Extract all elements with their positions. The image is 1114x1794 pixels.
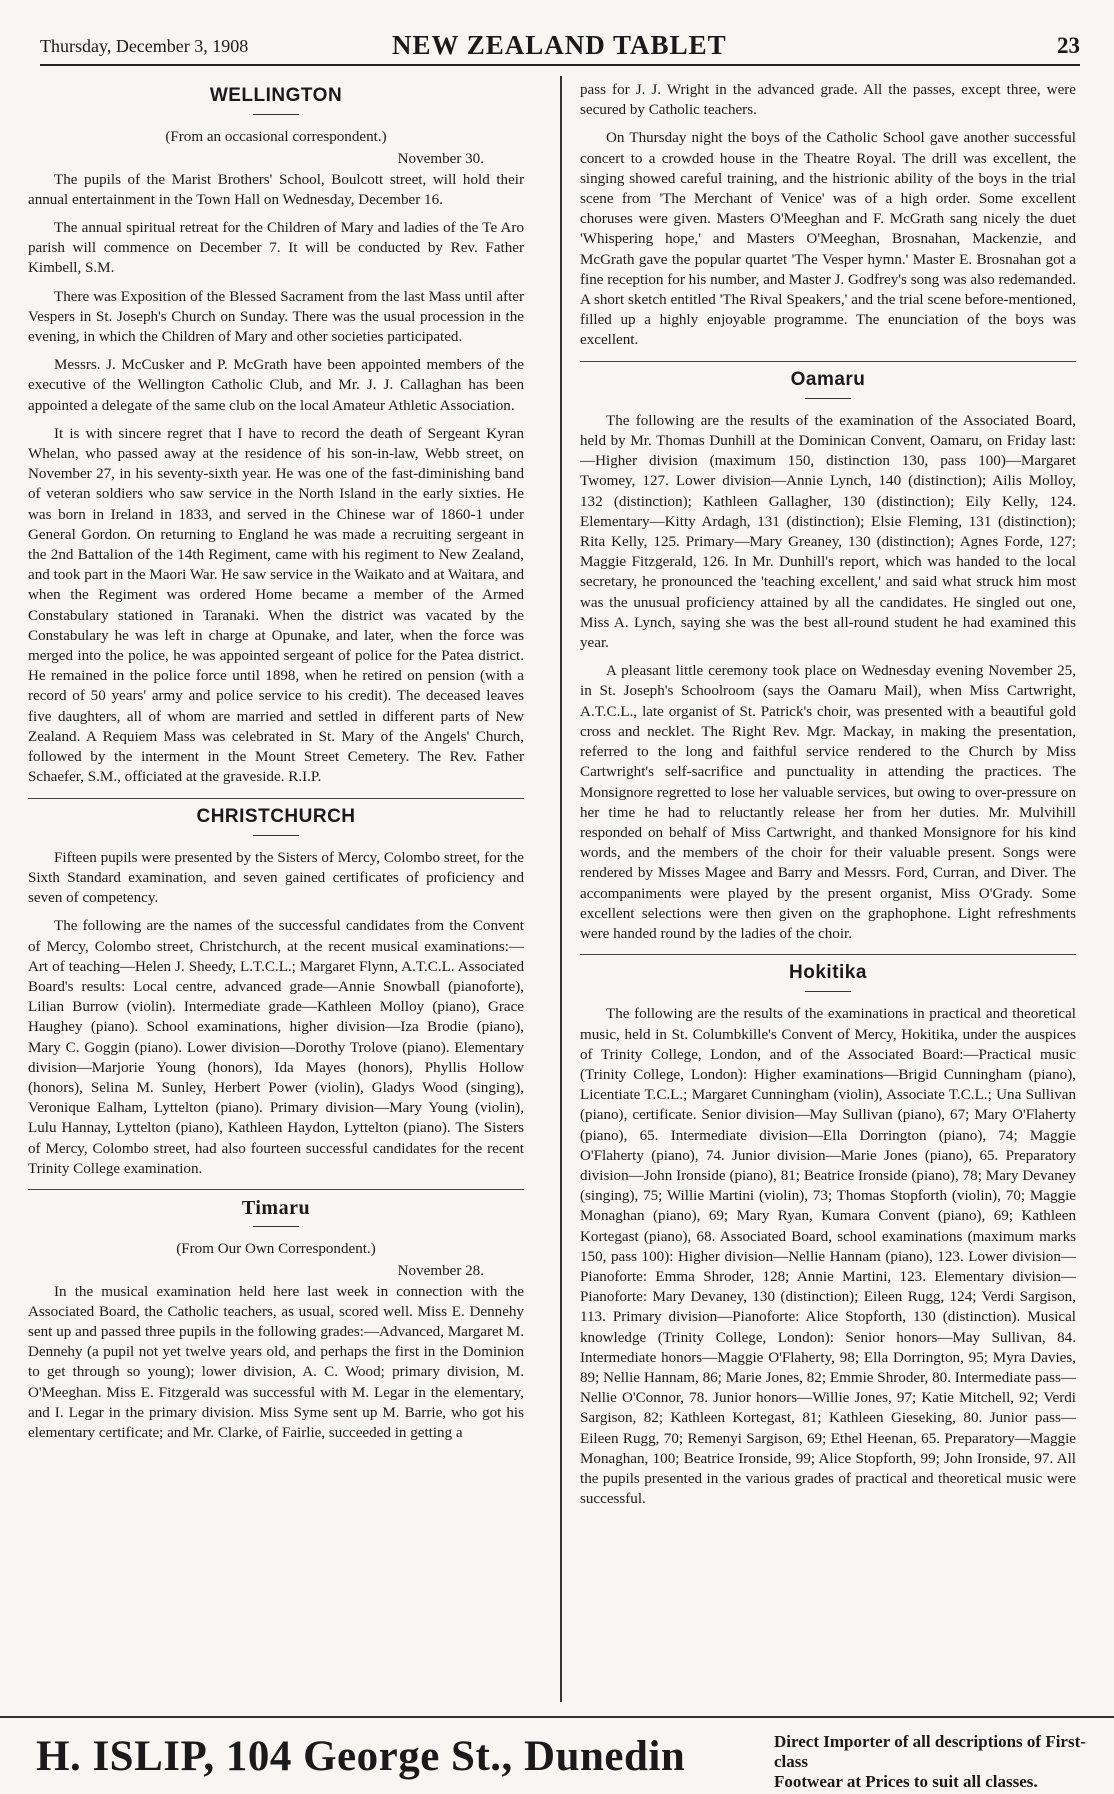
paragraph: On Thursday night the boys of the Catholic School gave another successful concert to a crowded house in the Theatre Royal. The drill was excellent, the singing showed careful training, and the histrionic ability of the boys in the trial scene from 'The Merchant of Venice' was of a high order. Some excellent choruses were given. Masters O'Meeghan and F. McGrath sang nicely the duet 'Whispering hope,' and Masters O'Meeghan, Brosnahan, Mackenzie, and McGrath gave the popular quartet 'The Vesper hymn.' Master E. Brosnahan got a fine reception for his number, and Master J. Godfrey's song was also redemanded. A short sketch entitled 'The Rival Speakers,' and the trial scene before-mentioned, filled up a highly enjoyable programme. The enunciation of the boys was excellent. — [580, 130, 1076, 349]
paragraph: There was Exposition of the Blessed Sacrament from the last Mass until after Vespers in St. Joseph's Church on Sunday. There was the usual procession in the evening, in which the Children of Mary and other societies participated. — [28, 288, 524, 346]
article-oamaru — [580, 370, 1076, 944]
issue-date: Thursday, December 3, 1908 — [40, 36, 249, 56]
paragraph: The pupils of the Marist Brothers' School, Boulcott street, will hold their annual entertainment in the Town Hall on Wednesday, December 16. — [28, 171, 524, 208]
paragraph: Fifteen pupils were presented by the Sisters of Mercy, Colombo street, for the Sixth Standard examination, and seven gained certificates of proficiency and seven of competency. — [28, 849, 524, 907]
section-divider — [580, 954, 1076, 955]
advertiser-tagline — [774, 1732, 1104, 1792]
column-divider — [560, 76, 562, 1702]
section-divider — [580, 361, 1076, 362]
paragraph: The following are the results of the examination of the Associated Board, held by Mr. Thomas Dunhill at the Dominican Convent, Oamaru, on Friday last:—Higher division (maximum 150, distinction 130, pass 100)—Margaret Twomey, 127. Lower division—Annie Lynch, 140 (distinction); Ailis Molloy, 132 (distinction); Kathleen Gallagher, 130 (distinction); Eily Kelly, 124. Elementary—Kitty Ardagh, 131 (distinction); Elsie Fleming, 131 (distinction); Rita Kelly, 125. Primary—Mary Greaney, 130 (distinction); Agnes Forde, 127; Maggie Fitzgerald, 126. In Mr. Dunhill's report, which was handed to the local secretary, he pronounced the 'teaching excellent,' and said what struck him most was the unusual proficiency attained by all the candidates. He singled out one, Miss A. Lynch, saying she was the best all-round student he had examined this year. — [580, 412, 1076, 652]
paragraph: The following are the names of the successful candidates from the Convent of Mercy, Colombo street, Christchurch, at the recent musical examinations:—Art of teaching—Helen J. Sheedy, L.T.C.L.; Margaret Flynn, A.T.C.L. Associated Board's results: Local centre, advanced grade—Annie Snowball (pianoforte), Lilian Burrow (violin). Intermediate grade—Kathleen Molloy (piano), Grace Haughey (piano). School examinations, higher division—Iza Brodie (piano), Mary C. Goggin (piano). Lower division—Dorothy Trolove (piano). Elementary division—Marjorie Young (honors), Ida Mayes (honors), Phyllis Hollow (honors), Selina M. Sunley, Herbert Power (violin), Gladys Wood (singing), Veronique Ealham, Lyttelton (piano). Primary division—Mary Young (violin), Lulu Hannay, Lyttelton (piano), Kathleen Haydon, Lyttelton (piano). The Sisters of Mercy, Colombo street, had also fourteen successful candidates for the recent Trinity College examination. — [28, 918, 524, 1177]
paragraph: A pleasant little ceremony took place on Wednesday evening November 25, in St. Joseph's Schoolroom (says the Oamaru Mail), when Miss Cartwright, A.T.C.L., late organist of St. Patrick's choir, was presented with a beautiful gold cross and necklet. The Right Rev. Mgr. Mackay, in making the presentation, referred to the long and faithful service rendered to the Church by Miss Cartwright's self-sacrifice and punctuality in attending the practices. The Monsignore regretted to lose her valuable services, but owing to over-pressure on her time he had to reluctantly release her from her duties. Mr. Mulvihill responded on behalf of Miss Cartwright, and thanked Monsignore for his kind words, and the members of the choir for their valuable present. Songs were rendered by Misses Magee and Barry and Messrs. Ford, Curran, and Diver. The accompaniments were played by the present organist, Miss O'Grady. Some excellent selections were then given on the graphophone. Light refreshments were handed round by the ladies of the choir. — [580, 663, 1076, 942]
section-heading-christchurch: CHRISTCHURCH — [28, 807, 524, 836]
paragraph: The annual spiritual retreat for the Children of Mary and ladies of the Te Aro parish will commence on December 7. It will be conducted by Rev. Father Kimbell, S.M. — [28, 220, 524, 277]
byline: (From an occasional correspondent.) — [165, 129, 387, 146]
advertiser-name: H. ISLIP, 104 George St., Dunedin — [36, 1733, 686, 1780]
article-timaru-continued — [580, 80, 1076, 351]
article-christchurch — [28, 807, 524, 1179]
article-hokitika — [580, 963, 1076, 1509]
paragraph: The following are the results of the examinations in practical and theoretical music, held in St. Columbkille's Convent of Mercy, Hokitika, under the auspices of Trinity College, London, and of the Associated Board:—Practical music (Trinity College, London): Higher examinations—Brigid Cunningham (piano), Licentiate T.C.L.; Margaret Cunningham (violin), Associate T.C.L.; Una Sullivan (piano), certificate. Senior division—May Sullivan (piano), 67; Mary O'Flaherty (piano), 65. Intermediate division—Ella Dorrington (piano), 74; Maggie O'Flaherty (piano), 74. Junior division—Marie Jones (piano), 65. Preparatory division—John Ironside (piano), 81; Beatrice Ironside (piano), 78; Mary Devaney (singing), 75; Willie Martini (violin), 73; Thomas Stopforth (violin), 70; Maggie Monaghan (piano), 69; Mary Ryan, Kumara Convent (piano), 69; Kathleen Kortegast (piano), 68. Associated Board, school examinations (maximum marks 150, pass 100): Higher division—Nellie Hannam (piano), 123. Lower division—Pianoforte: Emma Shroder, 128; Annie Martini, 123. Elementary division—Pianoforte: Mary Devaney, 130 (distinction); Eileen Rugg, 124; Verdi Sargison, 113. Primary division—Pianoforte: Alice Stopforth, 130 (distinction). Musical knowledge (Trinity College, London): Senior honors—May Sullivan, 84. Intermediate honors—Maggie O'Flaherty, 98; Ella Dorrington, 95; Myra Davies, 89; Nellie Hannam, 86; Marie Jones, 82; Emmie Shroder, 80. Intermediate pass—Nellie O'Connor, 78. Junior honors—Willie Jones, 97; Katie Mitchell, 92; Verdi Sargison, 82; Kathleen Kortegast, 81; Kathleen Gieseking, 80. Junior pass—Eileen Rugg, 70; Remenyi Sargison, 69; Ethel Heenan, 65. Preparatory—Maggie Monaghan, 100; Beatrice Ironside, 99; Alice Stopforth, 99; John Ironside, 97. All the pupils presented in the various grades of practical and theoretical music were successful. — [580, 1006, 1076, 1508]
article-timaru — [28, 1198, 524, 1443]
page-header — [40, 30, 1080, 66]
right-column — [580, 80, 1076, 1700]
section-heading-wellington: WELLINGTON — [28, 86, 524, 115]
article-wellington — [28, 86, 524, 788]
paragraph: pass for J. J. Wright in the advanced grade. All the passes, except three, were secured by Catholic teachers. — [580, 82, 1076, 119]
section-heading-oamaru: Oamaru — [580, 370, 1076, 399]
section-heading-timaru: Timaru — [28, 1198, 524, 1227]
dateline: November 28. — [397, 1263, 484, 1280]
section-heading-hokitika: Hokitika — [580, 963, 1076, 992]
section-divider — [28, 798, 524, 799]
byline: (From Our Own Correspondent.) — [176, 1241, 376, 1258]
dateline: November 30. — [397, 151, 484, 168]
paragraph: Messrs. J. McCusker and P. McGrath have been appointed members of the executive of the Wellington Catholic Club, and Mr. J. J. Callaghan has been appointed a delegate of the same club on the local Amateur Athletic Association. — [28, 357, 524, 414]
tagline-line-1: Direct Importer of all descriptions of First-class — [774, 1732, 1086, 1771]
page-number: 23 — [1057, 33, 1080, 58]
paragraph: It is with sincere regret that I have to record the death of Sergeant Kyran Whelan, who passed away at the residence of his son-in-law, Webb street, on November 27, in his seventy-sixth year. He was one of the fast-diminishing band of veteran soldiers who saw service in the North Island in the early sixties. He was born in Ireland in 1833, and served in the Chinese war of 1860-1 under General Gordon. On returning to England he was made a recruiting sergeant in the 2nd Battalion of the 14th Regiment, came with his regiment to New Zealand, and took part in the Maori War. He saw service in the Waikato and at Waitara, and when the Regiment was ordered Home became a member of the Armed Constabulary stationed in Taranaki. When the district was vacated by the Constabulary he was left in charge at Opunake, and later, when the force was merged into the police, he was appointed sergeant of police for the Patea district. He remained in the police force until 1898, when he retired on pension (with a record of 50 years' army and police service to his credit). The deceased leaves five daughters, all of whom are married and settled in different parts of New Zealand. A Requiem Mass was celebrated in St. Mary of the Angels' Church, followed by the interment in the Mount Street Cemetery. The Rev. Father Schaefer, S.M., officiated at the graveside. R.I.P. — [28, 425, 524, 786]
footer-advertisement — [0, 1716, 1114, 1791]
paragraph: In the musical examination held here last week in connection with the Associated Board, the Catholic teachers, as usual, scored well. Miss E. Dennehy sent up and passed three pupils in the following grades:—Advanced, Margaret M. Dennehy (a pupil not yet twelve years old, and perhaps the first in the Dominion to get through so young); lower division, A. C. Wood; primary division, M. O'Meeghan. Miss E. Fitzgerald was successful with M. Legar in the elementary, and I. Legar in the primary division. Miss Syme sent up M. Barrie, who got his elementary certificate; and Mr. Clarke, of Fairlie, succeeded in getting a — [28, 1283, 524, 1441]
tagline-line-2: Footwear at Prices to suit all classes. — [774, 1772, 1038, 1791]
masthead-title: NEW ZEALAND TABLET — [392, 30, 727, 60]
section-divider — [28, 1189, 524, 1190]
left-column — [28, 80, 524, 1700]
